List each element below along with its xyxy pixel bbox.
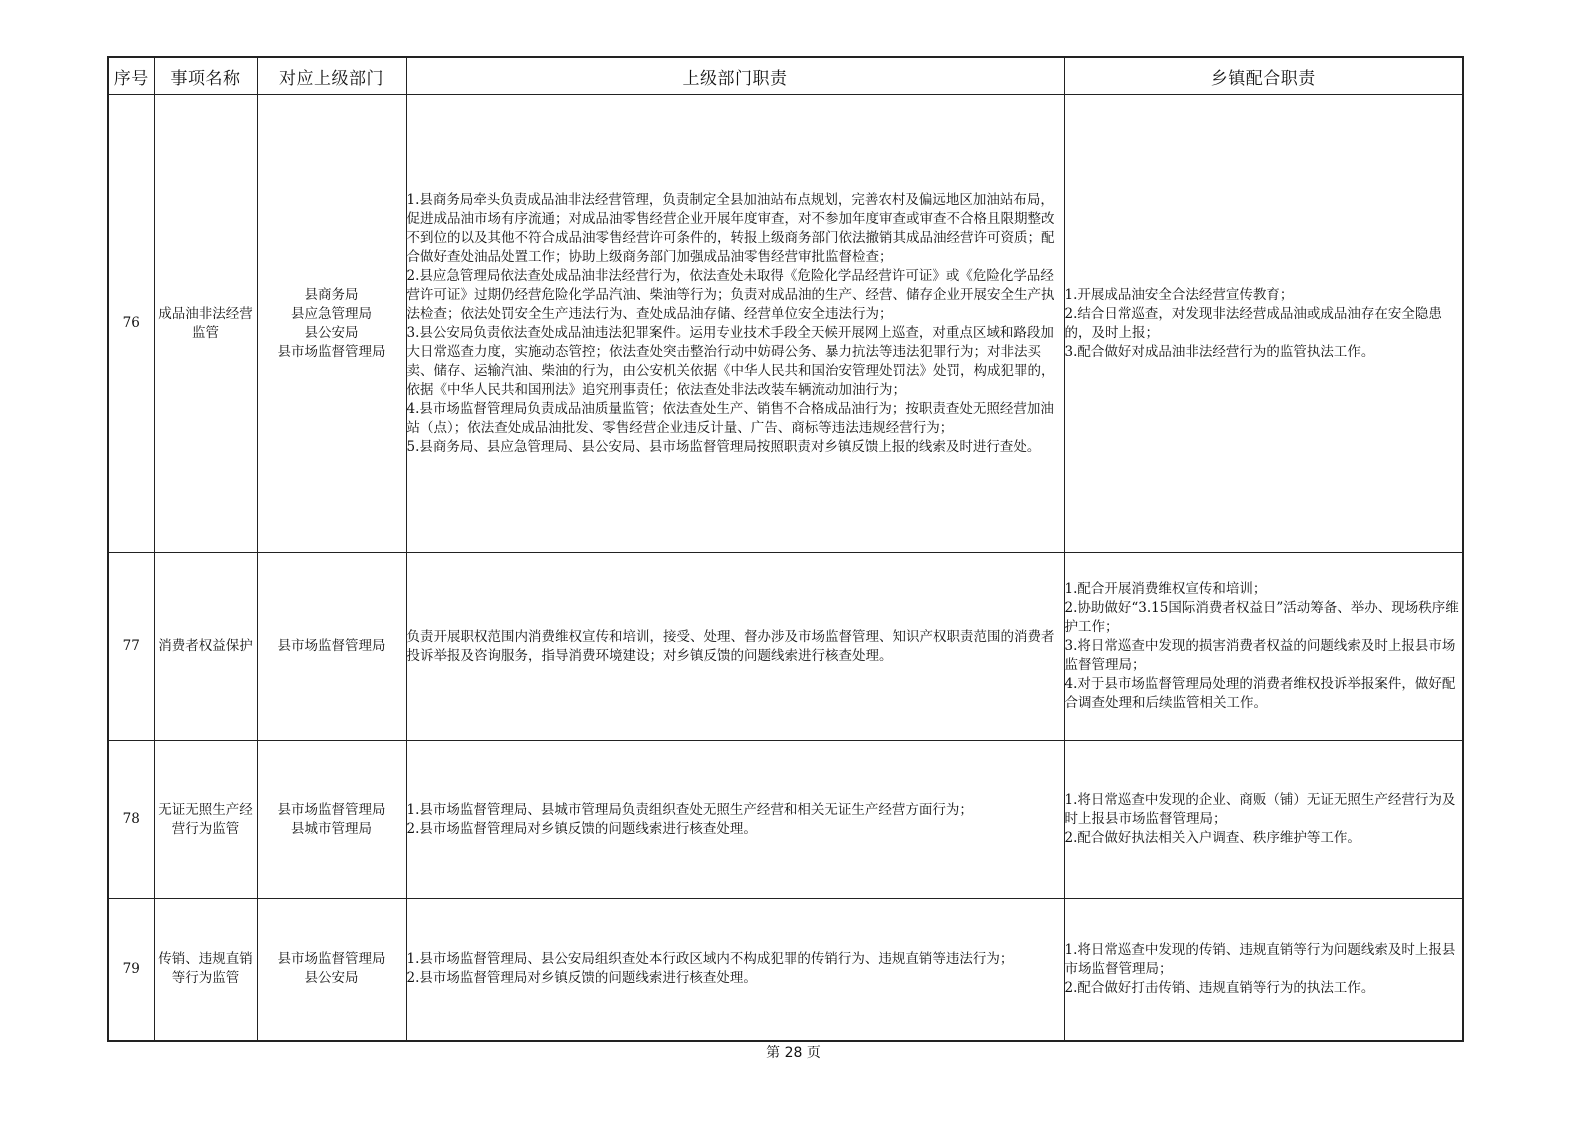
page-number: 第 28 页 [766, 1045, 821, 1061]
town-item: 1.将日常巡查中发现的企业、商贩（铺）无证无照生产经营行为及时上报县市场监督管理局； [1064, 792, 1456, 827]
town-item: 2.配合做好执法相关入户调查、秩序维护等工作。 [1064, 830, 1361, 846]
table-row [108, 95, 1463, 553]
row-seq: 76 [108, 95, 154, 553]
header-seq: 序号 [108, 57, 154, 95]
row-upper-duty [406, 95, 1064, 553]
row-town-duty [1064, 553, 1463, 741]
dept-line: 县商务局 [304, 286, 359, 303]
header-upper-duty: 上级部门职责 [406, 57, 1064, 95]
town-item: 1.开展成品油安全合法经营宣传教育； [1064, 286, 1294, 303]
duty-item: 2.县市场监督管理局对乡镇反馈的问题线索进行核查处理。 [406, 970, 757, 987]
town-item: 2.配合做好打击传销、违规直销等行为的执法工作。 [1064, 979, 1375, 996]
row-seq: 77 [108, 553, 154, 741]
duty-item: 1.县商务局牵头负责成品油非法经营管理，负责制定全县加油站布点规划，完善农村及偏远地区加油站布局，促进成品油市场有序流通；对成品油零售经营企业开展年度审查，对不参加年度审查或审查不合格且限期整改不到位的以及其他不符合成品油零售经营许可条件的，转报上级商务部门依法撤销其成品油经营许可资质；配合做好查处油品处置工作；协助上级商务部门加强成品油零售经营审批监督检查； [406, 191, 1055, 265]
duty-item: 负责开展职权范围内消费维权宣传和培训，接受、处理、督办涉及市场监督管理、知识产权职责范围的消费者投诉举报及咨询服务，指导消费环境建设；对乡镇反馈的问题线索进行核查处理。 [406, 628, 1055, 664]
town-item: 1.将日常巡查中发现的传销、违规直销等行为问题线索及时上报县市场监督管理局； [1064, 941, 1456, 977]
town-item: 2.结合日常巡查，对发现非法经营成品油或成品油存在安全隐患的，及时上报； [1064, 305, 1442, 341]
duty-table [107, 56, 1464, 1042]
town-item: 3.将日常巡查中发现的损害消费者权益的问题线索及时上报县市场监督管理局； [1064, 638, 1456, 673]
duty-item: 1.县市场监督管理局、县公安局组织查处本行政区域内不构成犯罪的传销行为、违规直销等违法行为； [406, 951, 1014, 968]
row-town-duty [1064, 95, 1463, 553]
row-item-name: 无证无照生产经营行为监管 [154, 741, 257, 899]
row-item-name: 传销、违规直销等行为监管 [154, 899, 257, 1041]
table-row [108, 553, 1463, 741]
row-depts [257, 741, 406, 899]
duty-item: 2.县市场监督管理局对乡镇反馈的问题线索进行核查处理。 [406, 820, 757, 837]
row-depts [257, 899, 406, 1041]
dept-line: 县市场监督管理局 [277, 801, 386, 818]
dept-line: 县市场监督管理局 [277, 638, 386, 654]
row-item-name: 消费者权益保护 [154, 553, 257, 741]
dept-line: 县市场监督管理局 [277, 951, 386, 968]
town-item: 4.对于县市场监督管理局处理的消费者维权投诉举报案件，做好配合调查处理和后续监管相关工作。 [1064, 676, 1456, 711]
row-town-duty [1064, 741, 1463, 899]
table-row [108, 899, 1463, 1041]
duty-item: 3.县公安局负责依法查处成品油违法犯罪案件。运用专业技术手段全天候开展网上巡查，对重点区域和路段加大日常巡查力度，实施动态管控；依法查处突击整治行动中妨碍公务、暴力抗法等违法犯罪行为；对非法买卖、储存、运输汽油、柴油的行为，由公安机关依据《中华人民共和国治安管理处罚法》处罚，构成犯罪的，依据《中华人民共和国刑法》追究刑事责任；依法查处非法改装车辆流动加油行为； [406, 324, 1055, 398]
header-upper-dept: 对应上级部门 [257, 57, 406, 95]
town-item: 2.协助做好“3.15国际消费者权益日”活动筹备、举办、现场秩序维护工作； [1064, 600, 1459, 635]
town-item: 3.配合做好对成品油非法经营行为的监管执法工作。 [1064, 343, 1375, 360]
dept-line: 县公安局 [304, 970, 359, 987]
duty-item: 5.县商务局、县应急管理局、县公安局、县市场监督管理局按照职责对乡镇反馈上报的线索及时进行查处。 [406, 438, 1041, 455]
row-depts [257, 95, 406, 553]
row-upper-duty [406, 899, 1064, 1041]
duty-item: 4.县市场监督管理局负责成品油质量监管；依法查处生产、销售不合格成品油行为；按职责查处无照经营加油站（点）；依法查处成品油批发、零售经营企业违反计量、广告、商标等违法违规经营行为； [406, 400, 1054, 436]
header-row [108, 57, 1463, 95]
dept-line: 县城市管理局 [291, 820, 372, 837]
dept-line: 县应急管理局 [291, 305, 372, 322]
row-upper-duty [406, 553, 1064, 741]
row-town-duty [1064, 899, 1463, 1041]
row-seq: 79 [108, 899, 154, 1041]
header-item-name: 事项名称 [154, 57, 257, 95]
header-town-duty: 乡镇配合职责 [1064, 57, 1463, 95]
dept-line: 县市场监督管理局 [277, 343, 386, 360]
row-depts [257, 553, 406, 741]
town-item: 1.配合开展消费维权宣传和培训； [1064, 581, 1267, 597]
duty-item: 1.县市场监督管理局、县城市管理局负责组织查处无照生产经营和相关无证生产经营方面行为； [406, 801, 973, 818]
row-upper-duty [406, 741, 1064, 899]
table-row [108, 741, 1463, 899]
row-seq: 78 [108, 741, 154, 899]
duty-item: 2.县应急管理局依法查处成品油非法经营行为，依法查处未取得《危险化学品经营许可证》或《危险化学品经营许可证》过期仍经营危险化学品汽油、柴油等行为；负责对成品油的生产、经营、储存企业开展安全生产执法检查；依法处罚安全生产违法行为、查处成品油存储、经营单位安全违法行为； [406, 267, 1055, 322]
dept-line: 县公安局 [304, 324, 359, 341]
row-item-name: 成品油非法经营监管 [154, 95, 257, 553]
